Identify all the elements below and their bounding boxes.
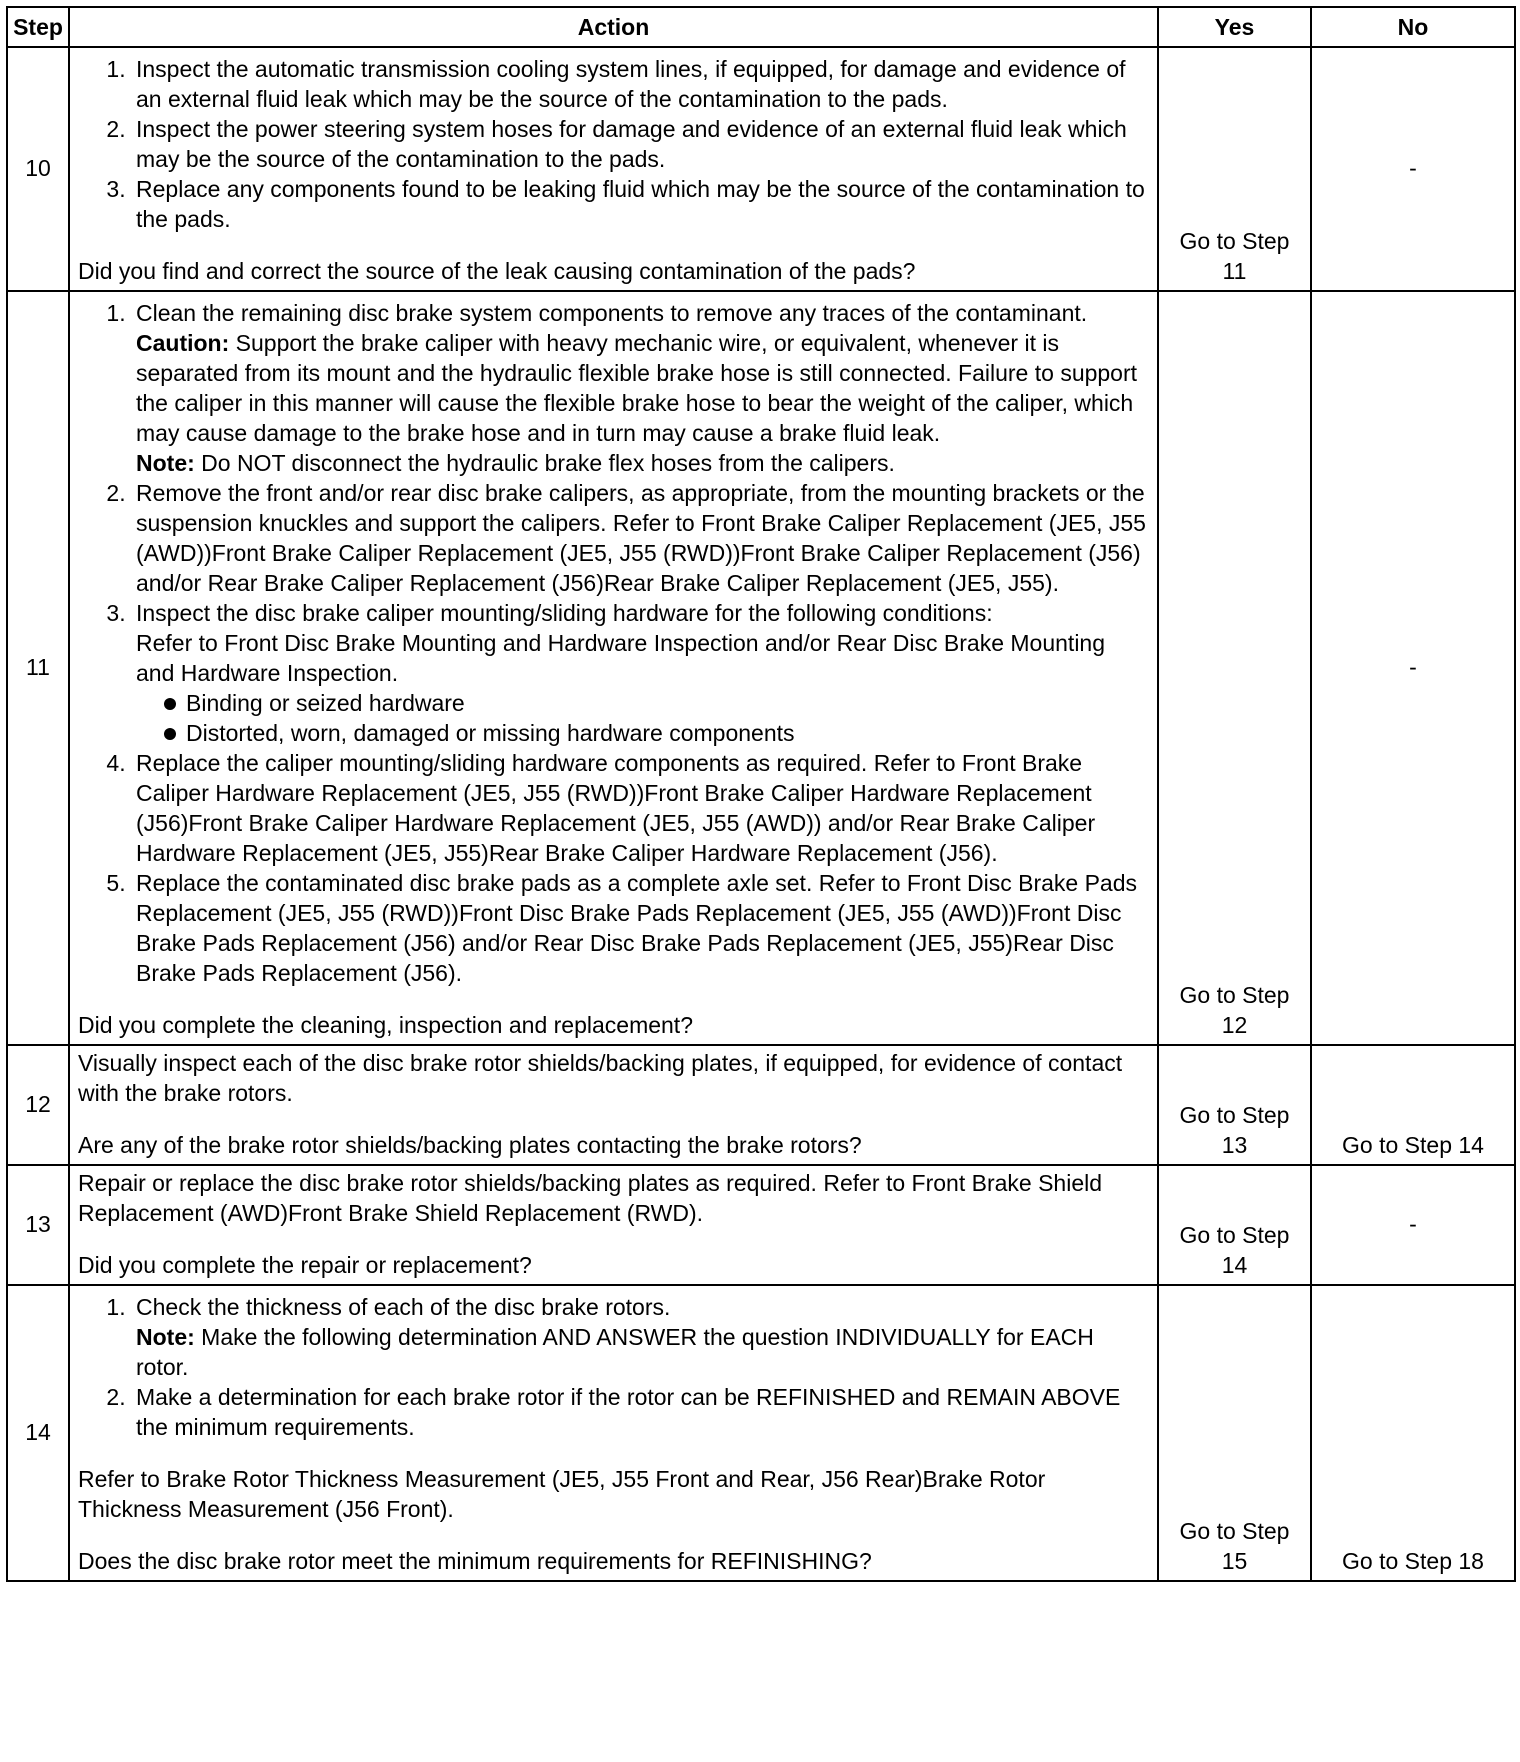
list-item: [132, 1292, 1149, 1382]
note-label: Note:: [136, 450, 195, 476]
caution-text: Support the brake caliper with heavy mechanic wire, or equivalent, whenever it is separated from its mount and the hydraulic flexible brake hose is still connected. Failure to support the caliper in this manner will cause the flexible brake hose to bear the weight of the caliper, which may cause damage to the brake hose and in turn may cause a brake fluid leak.: [136, 330, 1138, 446]
question-text: Does the disc brake rotor meet the minimum requirements for REFINISHING?: [78, 1548, 872, 1574]
list-item: 5. Replace the contaminated disc brake pads as a complete axle set. Refer to Front Disc Brake Pads Replacement (JE5, J55 (RWD))Front Disc Brake Pads Replacement (JE5, J55 (AWD))Front Disc Brake Pads Replacement (J56) and/or Rear Disc Brake Pads Replacement (JE5, J55)Rear Disc Brake Pads Replacement (J56).: [132, 868, 1149, 988]
action-cell: [69, 47, 1158, 291]
list-item: 3. Replace any components found to be leaking fluid which may be the source of the contamination to the pads.: [132, 174, 1149, 234]
reference-text: Refer to Brake Rotor Thickness Measurement (JE5, J55 Front and Rear, J56 Rear)Brake Rotor Thickness Measurement (J56 Front).: [78, 1466, 1046, 1522]
table-row: [7, 291, 1515, 1045]
item-text: Check the thickness of each of the disc brake rotors.: [136, 1294, 671, 1320]
no-cell: Go to Step 14: [1311, 1045, 1515, 1165]
list-item: 2. Make a determination for each brake rotor if the rotor can be REFINISHED and REMAIN ABOVE the minimum requirements.: [132, 1382, 1149, 1442]
list-item: 1. Inspect the automatic transmission cooling system lines, if equipped, for damage and evidence of an external fluid leak which may be the source of the contamination to the pads.: [132, 54, 1149, 114]
note-text: Make the following determination AND ANSWER the question INDIVIDUALLY for EACH rotor.: [136, 1324, 1094, 1380]
action-cell: [69, 1285, 1158, 1581]
header-no: No: [1311, 7, 1515, 47]
list-item: [132, 298, 1149, 478]
question-text: Did you complete the cleaning, inspection and replacement?: [78, 1012, 693, 1038]
action-cell: [69, 1165, 1158, 1285]
header-row: [7, 7, 1515, 47]
action-text: Repair or replace the disc brake rotor shields/backing plates as required. Refer to Front Brake Shield Replacement (AWD)Front Brake Shield Replacement (RWD).: [78, 1170, 1103, 1226]
yes-cell: Go to Step 12: [1158, 291, 1311, 1045]
question-text: Did you complete the repair or replacement?: [78, 1252, 532, 1278]
item-text: Clean the remaining disc brake system components to remove any traces of the contaminant.: [136, 300, 1088, 326]
no-cell: -: [1311, 1165, 1515, 1285]
no-cell: -: [1311, 291, 1515, 1045]
header-action: Action: [69, 7, 1158, 47]
yes-cell: Go to Step 11: [1158, 47, 1311, 291]
step-number: 13: [7, 1165, 69, 1285]
table-row: [7, 47, 1515, 291]
step-number: 10: [7, 47, 69, 291]
action-text: Visually inspect each of the disc brake rotor shields/backing plates, if equipped, for evidence of contact with the brake rotors.: [78, 1050, 1123, 1106]
reference-text: Refer to Front Disc Brake Mounting and Hardware Inspection and/or Rear Disc Brake Mounting and Hardware Inspection.: [136, 630, 1106, 686]
action-cell: [69, 291, 1158, 1045]
bullet-item: Distorted, worn, damaged or missing hardware components: [164, 718, 1149, 748]
action-list: [78, 54, 1149, 234]
action-list: [78, 1292, 1149, 1442]
item-text: Inspect the disc brake caliper mounting/sliding hardware for the following conditions:: [136, 600, 993, 626]
yes-cell: Go to Step 14: [1158, 1165, 1311, 1285]
header-step: Step: [7, 7, 69, 47]
list-item: 4. Replace the caliper mounting/sliding hardware components as required. Refer to Front Brake Caliper Hardware Replacement (JE5, J55 (RWD))Front Brake Caliper Hardware Replacement (J56)Front Brake Caliper Hardware Replacement (JE5, J55 (AWD)) and/or Rear Brake Caliper Hardware Replacement (JE5, J55)Rear Brake Caliper Hardware Replacement (J56).: [132, 748, 1149, 868]
action-list: [78, 298, 1149, 988]
question-text: Did you find and correct the source of the leak causing contamination of the pads?: [78, 258, 916, 284]
note-text: Do NOT disconnect the hydraulic brake flex hoses from the calipers.: [194, 450, 895, 476]
yes-cell: Go to Step 13: [1158, 1045, 1311, 1165]
caution-label: Caution:: [136, 330, 230, 356]
note-label: Note:: [136, 1324, 195, 1350]
list-item: 2. Inspect the power steering system hoses for damage and evidence of an external fluid leak which may be the source of the contamination to the pads.: [132, 114, 1149, 174]
header-yes: Yes: [1158, 7, 1311, 47]
no-cell: Go to Step 18: [1311, 1285, 1515, 1581]
step-number: 12: [7, 1045, 69, 1165]
no-cell: -: [1311, 47, 1515, 291]
action-cell: [69, 1045, 1158, 1165]
list-item: [132, 598, 1149, 748]
yes-cell: Go to Step 15: [1158, 1285, 1311, 1581]
step-number: 11: [7, 291, 69, 1045]
diagnostic-table: [6, 6, 1516, 1582]
bullet-list: [136, 688, 1149, 748]
step-number: 14: [7, 1285, 69, 1581]
table-row: [7, 1045, 1515, 1165]
question-text: Are any of the brake rotor shields/backing plates contacting the brake rotors?: [78, 1132, 862, 1158]
bullet-item: Binding or seized hardware: [164, 688, 1149, 718]
list-item: 2. Remove the front and/or rear disc brake calipers, as appropriate, from the mounting brackets or the suspension knuckles and support the calipers. Refer to Front Brake Caliper Replacement (JE5, J55 (AWD))Front Brake Caliper Replacement (JE5, J55 (RWD))Front Brake Caliper Replacement (J56) and/or Rear Brake Caliper Replacement (J56)Rear Brake Caliper Replacement (JE5, J55).: [132, 478, 1149, 598]
table-row: [7, 1285, 1515, 1581]
table-row: [7, 1165, 1515, 1285]
